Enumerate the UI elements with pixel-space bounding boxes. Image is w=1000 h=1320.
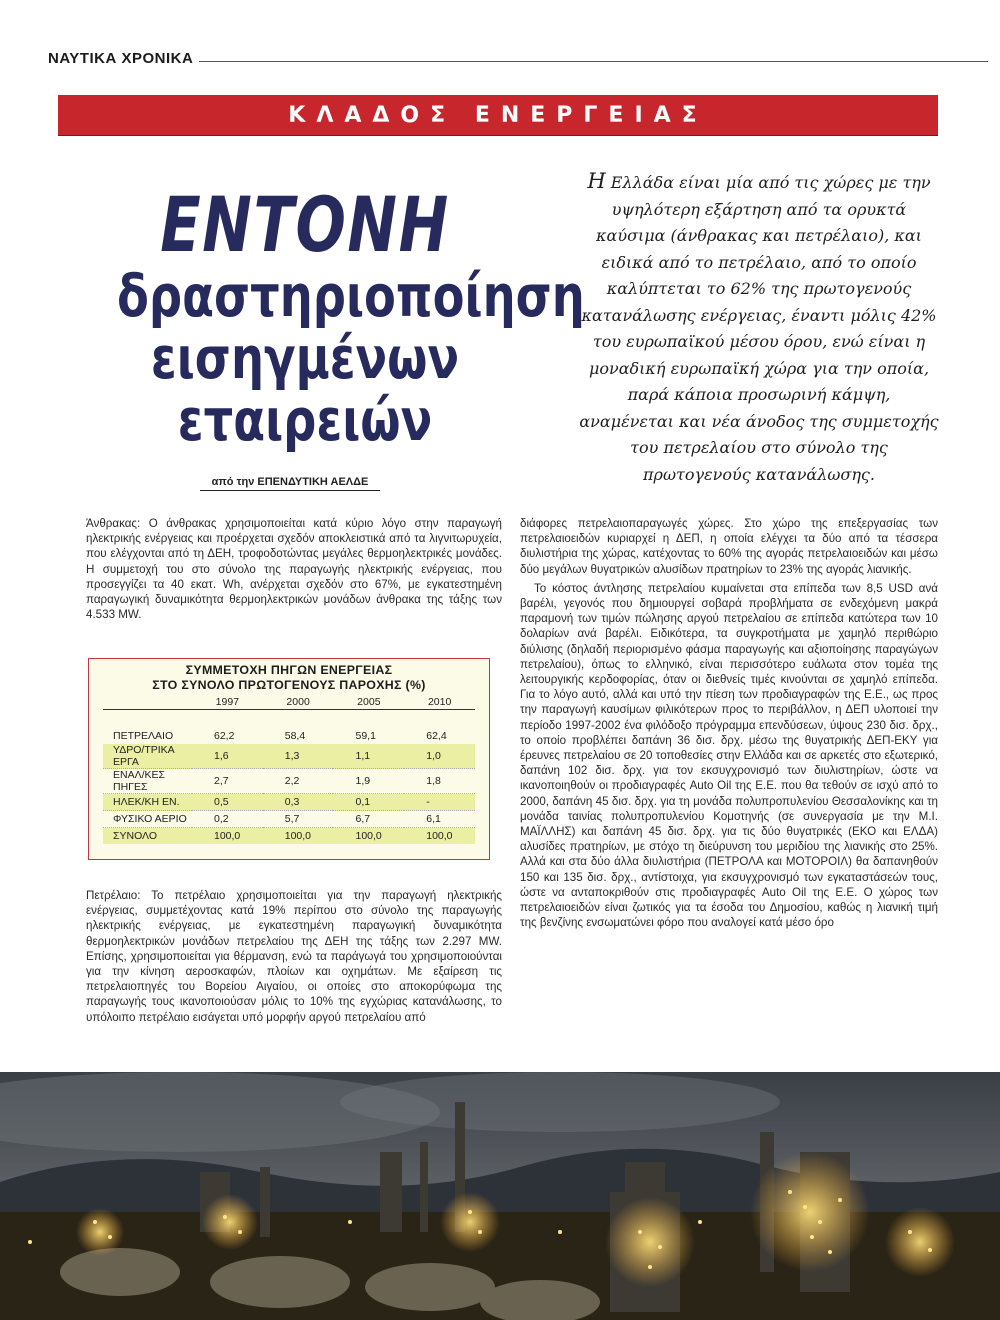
row-value: 62,4 [426,730,447,742]
row-value: 100,0 [192,828,263,845]
row-value: 1,9 [333,769,404,794]
table-row [103,811,475,828]
headline-line-3: εταιρειών [177,386,433,454]
row-value: 1,0 [404,744,475,769]
row-value: 6,1 [404,811,475,828]
headline-line-1: δραστηριοποίηση [117,262,585,330]
masthead [48,45,988,71]
row-value: 58,4 [284,730,306,742]
masthead-rule [199,61,988,62]
row-value: 0,2 [192,811,263,828]
right-column [520,516,938,930]
refinery-photo-illustration [0,1072,1000,1320]
headline-big: ΕΝΤΟΝΗ [160,180,450,269]
magazine-name: ΝΑΥΤΙΚΑ ΧΡΟΝΙΚΑ [48,49,194,67]
table-year: 2005 [333,695,404,710]
oil-text: Το πετρέλαιο χρησιμοποιείται για την παραγωγή ηλεκτρικής ενέργειας, συμμετέχοντας κατά 19% περίπου στο σύνολο της παραγωγής ηλεκτρικής ενέργειας, με εγκατεστημένη παραγωγική δυναμικότητα θερμοηλεκτρικών μονάδων πετρελαίου της ΔΕΗ της τάξης των 2.297 MW. Επίσης, χρησιμοποιείται για θέρμανση, ενώ τα παράγωγά του χρησιμοποιούνται για την κίνηση αεροσκαφών, πλοίων και οχημάτων. Με εξαίρεση τις πετρελαιοπηγές του Βορείου Αιγαίου, οι οποίες στο αποκορύφωμα της παραγωγής τους ικανοποιούσαν μόλις το 10% της εγχώριας κατανάλωσης, το υπόλοιπο πετρέλαιο εισάγεται υπό μορφήν αργού πετρελαίου από [86,889,502,1024]
oil-lead: Πετρέλαιο: [86,889,141,902]
table-row [103,828,475,845]
row-value: 0,5 [192,794,263,811]
row-value: 0,1 [333,794,404,811]
oil-paragraph [86,888,502,1025]
intro-paragraph [578,168,940,488]
right-paragraph-1: διάφορες πετρελαιοπαραγωγές χώρες. Στο χώρο της επεξεργασίας των πετρελαιοειδών κυριαρχεί η ΔΕΠ, η οποία ελέγχει τα δύο από τα τέσσερα διυλιστήρια της χώρας, κατέχοντας το 60% της αγοράς πετρελαιοειδών και μέσω δύο μεγάλων θυγατρικών αλυσίδων πρατηρίων το 23% της αγοράς λιανικής. [520,517,938,576]
coal-lead: Άνθρακας: [86,517,141,530]
row-value: 5,7 [263,811,334,828]
table-row [103,769,475,794]
headline-line-2: εισηγμένων [150,324,460,392]
row-label: ΦΥΣΙΚΟ ΑΕΡΙΟ [103,811,192,828]
table-year: 1997 [192,695,263,710]
intro-drop-cap: Η [587,169,606,193]
row-value: 100,0 [263,828,334,845]
row-value: 100,0 [404,828,475,845]
intro-text: Ελλάδα είναι μία από τις χώρες με την υψηλότερη εξάρτηση από τα ορυκτά καύσιμα (άνθρακας και πετρέλαιο), και ειδικά από το πετρέλαιο, από το οποίο καλύπτεται το 62% της πρωτογενούς κατανάλωσης ενέργειας, έναντι μόλις 42% του ευρωπαϊκού μέσου όρου, ενώ είναι η μοναδική ευρωπαϊκή χώρα για την οποία, παρά κάποια προσωρινή κάμψη, αναμένεται και νέα άνοδος της συμμετοχής του πετρελαίου στο σύνολο της πρωτογενούς κατανάλωσης. [579,173,939,484]
section-banner [58,95,938,135]
row-label: ΥΔΡΟ/ΤΡΙΚΑ ΕΡΓΑ [103,744,192,769]
table-header-blank [103,695,192,710]
right-paragraph-2: Το κόστος άντλησης πετρελαίου κυμαίνεται στα επίπεδα των 8,5 USD ανά βαρέλι, γεγονός που δημιουργεί σοβαρά προβλήματα σε ενδεχόμενη μακρά παραμονή των τιμών πώλησης αργού πετρελαίου σε επίπεδα κατώτερα των 10 δολαρίων ανά βαρέλι. Ειδικότερα, τα συγκροτήματα με χαμηλό περιθώριο διύλισης (δηλαδή περιορισμένο φάσμα παραγωγής και αξιοποίησης παραγώγων πετρελαίου), όπως το ελληνικό, είναι περισσότερο ευάλωτα στον τομέα της λειτουργικής κερδοφορίας, όταν οι διεθνείς τιμές κινούνται σε χαμηλό επίπεδα. Για το λόγο αυτό, αλλά και υπό την πίεση των προδιαγραφών της Ε.Ε., ως προς την παραγωγή καυσίμων φιλικότερων προς το περιβάλλον, η ΔΕΠ υλοποιεί την περίοδο 1997-2002 ένα φιλόδοξο πρόγραμμα επενδύσεων, ύψους 230 δισ. δρχ., το οποίο προβλέπει δαπάνη 36 δισ. δρχ. μέσω της θυγατρικής ΔΕΠ-ΕΚΥ για έρευνες πετρελαίου σε 20 τοποθεσίες στην Ελλάδα και σε αρκετές στο εξωτερικό, δαπάνη 102 δισ. δρχ. για τον εκσυγχρονισμό των διυλιστηρίων, ώστε να ικανοποιηθούν οι προδιαγραφές Auto Oil της Ε.Ε. που θα τεθούν σε ισχύ από το 2000, δαπάνη 45 δισ. δρχ. για τη μονάδα πολυπροπυλενίου Θεσσαλονίκης και τη μονάδα ταινίας πολυπροπυλενίου Κομοτηνής (σε συνεργασία με την Μ.Ι. ΜΑΪΛΛΗΣ) και δαπάνη 45 δισ. δρχ. για τις δύο θυγατρικές (ΕΚΟ και ΕΛΔΑ) αλυσίδες πρατηρίων, με στόχο τη διεύρυνση του μεριδίου της λιανικής στο 25%. Αλλά και στα δύο άλλα διυλιστήρια (ΠΕΤΡΟΛΑ και ΜΟΤΟΡΟΙΛ) θα δαπανηθούν 150 και 135 δισ. δρχ., αντίστοιχα, για εκσυγχρονισμό των εγκαταστάσεών τους, ώστε να ανταποκριθούν στις προδιαγραφές Auto Oil της Ε.Ε. Ο χώρος των πετρελαιοειδών είναι ζωτικός για τα έσοδα του Δημοσίου, καθώς η λιανική τιμή της βενζίνης ενσωματώνει φόρο που αναλογεί κατά μέσο όρο [520,581,938,930]
table-title-line-2: ΣΤΟ ΣΥΝΟΛΟ ΠΡΩΤΟΓΕΝΟΥΣ ΠΑΡΟΧΗΣ (%) [152,678,426,692]
row-label: ΣΥΝΟΛΟ [103,828,192,845]
headline [70,180,585,454]
energy-table [103,695,475,844]
table-row [103,794,475,811]
row-value: 1,6 [192,744,263,769]
table-title-line-1: ΣΥΜΜΕΤΟΧΗ ΠΗΓΩΝ ΕΝΕΡΓΕΙΑΣ [185,663,393,677]
row-label: ΕΝΑΛ/ΚΕΣ ΠΗΓΕΣ [103,769,192,794]
coal-paragraph [86,516,502,622]
table-year: 2010 [404,695,475,710]
table-header-row [103,695,475,710]
row-value: 2,7 [192,769,263,794]
coal-text: Ο άνθρακας χρησιμοποιείται κατά κύριο λόγο στην παραγωγή ηλεκτρικής ενέργειας και προέρχεται σχεδόν αποκλειστικά από τα λιγνιτωρυχεία, που ελέγχονται από τη ΔΕΗ, τροφοδοτώντας μεγάλες θερμοηλεκτρικές μονάδες. Η συμμετοχή του στο σύνολο της παραγωγής ηλεκτρικής ενέργειας, που προσεγγίζει τα 40 εκατ. Wh, ανέρχεται σχεδόν στο 67%, με εγκατεστημένη παραγωγική δυναμικότητα θερμοηλεκτρικών μονάδων άνθρακα της τάξης των 4.533 MW. [86,517,502,622]
row-value: 1,1 [333,744,404,769]
row-value: - [404,794,475,811]
row-label: ΠΕΤΡΕΛΑΙΟ [113,730,174,742]
table-row [103,728,475,744]
table-year: 2000 [263,695,334,710]
row-value: 62,2 [213,730,235,742]
section-banner-label: ΚΛΑΔΟΣ ΕΝΕΡΓΕΙΑΣ [288,102,708,128]
byline: από την ΕΠΕΝΔΥΤΙΚΗ ΑΕΛΔΕ [200,476,380,491]
refinery-night-photo [0,1072,1000,1320]
row-value: 1,3 [263,744,334,769]
row-value: 0,3 [263,794,334,811]
row-value: 2,2 [263,769,334,794]
row-label: ΗΛΕΚ/ΚΗ ΕΝ. [103,794,192,811]
row-value: 100,0 [333,828,404,845]
row-value: 1,8 [404,769,475,794]
row-value: 6,7 [333,811,404,828]
row-value: 59,1 [355,730,376,742]
table-row [103,744,475,769]
energy-share-table [88,658,490,860]
